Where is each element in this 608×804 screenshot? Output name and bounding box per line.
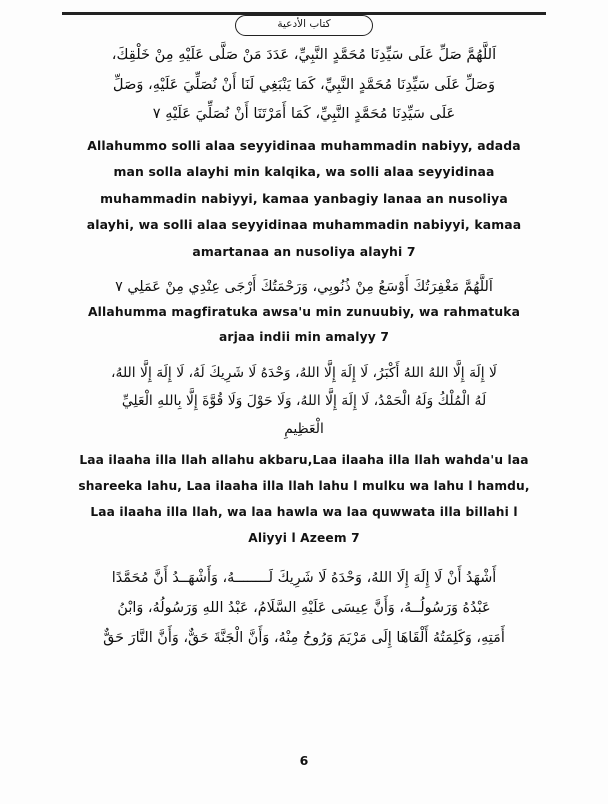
arabic-line: أَمَتِهِ، وَكَلِمَتُهُ أَلْقَاهَا إِلَى مَرْيَمَ وَرُوحُ مِنْهُ، وَأَنَّ الْجَنَّةَ حَقٌّ، وَأَنَّ النَّارَ حَقٌّ xyxy=(103,630,505,646)
header-title-box xyxy=(235,15,373,36)
arabic-line: اَللَّهُمَّ صَلِّ عَلَى سَيِّدِنَا مُحَمَّدٍ النَّبِيِّ، عَدَدَ مَنْ صَلَّى عَلَيْهِ مِنْ خَلْقِكَ، xyxy=(111,46,497,63)
spacer xyxy=(44,350,564,359)
transliteration-line: alayhi, wa solli alaa seyyidinaa muhammadin nabiyyi, kamaa xyxy=(86,217,522,232)
page-content xyxy=(44,40,564,653)
arabic-block-tahlil xyxy=(44,359,564,443)
transliteration-line: shareeka lahu, Laa ilaaha illa llah lahu l mulku wa lahu l hamdu, xyxy=(78,479,530,493)
arabic-line: الْعَظِيمِ xyxy=(284,421,324,437)
arabic-line: عَبْدُهُ وَرَسُولُــهُ، وَأَنَّ عِيسَى عَلَيْهِ السَّلَامُ، عَبْدُ اللهِ وَرَسُولُهُ، وَابْنُ xyxy=(117,600,491,616)
page-number: 6 xyxy=(299,753,309,768)
arabic-block-magfira xyxy=(44,274,564,300)
transliteration-line: Aliyyi l Azeem 7 xyxy=(248,531,360,545)
arabic-block-salawat xyxy=(44,40,564,129)
header-title: كتاب الأدعية xyxy=(277,17,331,30)
transliteration-line: Laa ilaaha illa llah, wa laa hawla wa laa quwwata illa billahi l xyxy=(90,505,518,519)
transliteration-block-tahlil xyxy=(44,447,564,551)
arabic-line: لَا إِلَهَ إِلَّا اللهُ اللهُ أَكْبَرُ، لَا إِلَهَ إِلَّا اللهُ، وَحْدَهُ لَا شَرِيكَ لَهُ، لَا إِلَهَ إِلَّا اللهُ، xyxy=(111,365,497,381)
running-header xyxy=(0,12,608,38)
transliteration-line: amartanaa an nusoliya alayhi 7 xyxy=(192,243,416,259)
spacer xyxy=(44,265,564,274)
arabic-line: لَهُ الْمُلْكُ وَلَهُ الْحَمْدُ، لَا إِلَهَ إِلَّا اللهُ، وَلَا حَوْلَ وَلَا قُوَّةَ إِلَّا بِاللهِ الْعَلِيِّ xyxy=(121,393,487,409)
transliteration-line: Allahummo solli alaa seyyidinaa muhammadin nabiyy, adada xyxy=(87,137,521,153)
transliteration-line: Allahumma magfiratuka awsa'u min zunuubiy, wa rahmatuka xyxy=(87,305,521,319)
transliteration-line: muhammadin nabiyyi, kamaa yanbagiy lanaa an nusoliya xyxy=(100,190,508,206)
arabic-line: وَصَلِّ عَلَى سَيِّدِنَا مُحَمَّدٍ النَّبِيِّ، كَمَا يَنْبَغِي لَنَا أَنْ نُصَلِّيَ عَلَيْهِ، وَصَلِّ xyxy=(112,75,496,93)
transliteration-line: arjaa indii min amalyy 7 xyxy=(218,330,390,344)
arabic-line: اَللَّهُمَّ مَغْفِرَتُكَ أَوْسَعُ مِنْ ذُنُوبِي، وَرَحْمَتُكَ أَرْجَى عِنْدِي مِنْ عَمَلِي ٧ xyxy=(115,279,493,295)
transliteration-block-salawat xyxy=(44,133,564,266)
transliteration-block-magfira xyxy=(44,300,564,350)
transliteration-line: Laa ilaaha illa llah allahu akbaru,Laa ilaaha illa llah wahda'u laa xyxy=(79,453,529,467)
spacer xyxy=(44,551,564,563)
arabic-block-shahada xyxy=(44,563,564,653)
transliteration-line: man solla alayhi min kalqika, wa solli alaa seyyidinaa xyxy=(113,164,495,179)
arabic-line: أَشْهَدُ أَنْ لَا إِلَهَ إِلَا اللهُ، وَحْدَهُ لَا شَرِيكَ لَــــــــهُ، وَأَشْهَــدُ أَنَّ مُحَمَّدًا xyxy=(111,570,497,586)
arabic-line: عَلَى سَيِّدِنَا مُحَمَّدٍ النَّبِيِّ، كَمَا أَمَرْتَنَا أَنْ نُصَلِّيَ عَلَيْهِ ٧ xyxy=(152,105,456,122)
